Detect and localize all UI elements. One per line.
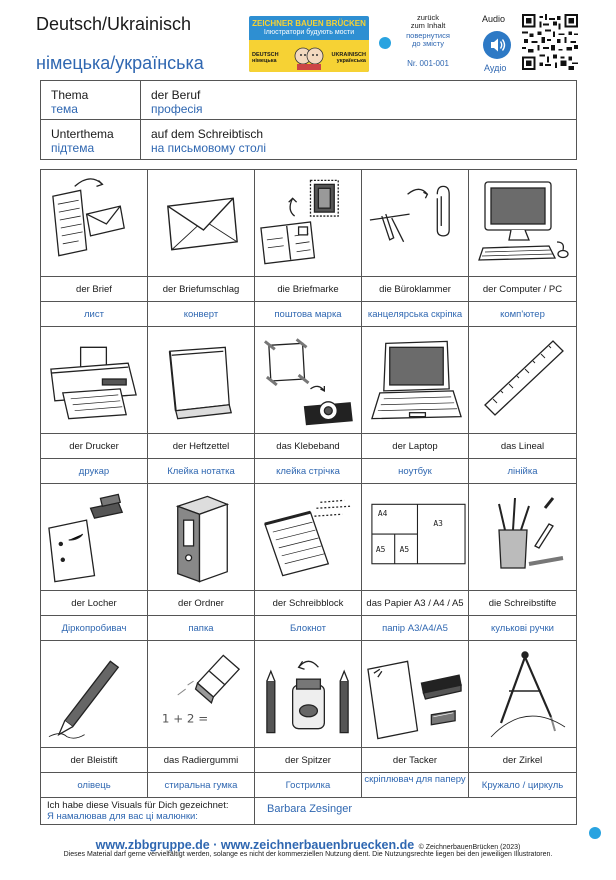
subtheme-label-de: Unterthema: [51, 127, 114, 141]
tape-icon: [255, 327, 361, 433]
word-de: der Laptop: [362, 433, 468, 458]
theme-label-de: Thema: [51, 88, 89, 102]
laptop-icon: [362, 327, 468, 433]
theme-label-cell: [41, 81, 141, 119]
word-ua: конверт: [148, 301, 254, 326]
word-de: der Computer / PC: [469, 276, 576, 301]
page-title-de: Deutsch/Ukrainisch: [36, 14, 192, 34]
logo-right-de: UKRAINISCH: [331, 52, 366, 58]
word-de: der Heftzettel: [148, 433, 254, 458]
word-de: das Papier A3 / A4 / A5: [362, 590, 468, 615]
vocab-card-briefmarke[interactable]: [255, 170, 362, 326]
stamp-icon: [255, 170, 361, 276]
side-date-ua: [593, 793, 616, 807]
word-de: das Lineal: [469, 433, 576, 458]
vocab-card-computer[interactable]: [469, 170, 576, 326]
subtheme-value-cell: [141, 120, 576, 159]
word-ua: друкар: [41, 458, 147, 483]
vocab-card-schreibstifte[interactable]: [469, 484, 576, 640]
word-ua: стиральна гумка: [148, 772, 254, 797]
logo-title: ZEICHNER BAUEN BRÜCKEN: [252, 19, 366, 28]
audio-button[interactable]: [483, 31, 511, 59]
vocab-card-ordner[interactable]: [148, 484, 255, 640]
vocab-card-spitzer[interactable]: [255, 641, 362, 797]
vocab-card-bleistift[interactable]: [41, 641, 148, 797]
vocab-row: [41, 326, 576, 483]
vocab-card-briefumschlag[interactable]: [148, 170, 255, 326]
footer-note: Dieses Material darf gerne vervielfältigt werden, solange es nicht der kommerziellen Nutzung dient. Die Nutzungsrechte liegen bei den jeweiligen Illustratoren.: [63, 851, 553, 858]
word-ua: лист: [41, 301, 147, 326]
subtheme-row: [41, 120, 576, 159]
paper-sizes-icon: [362, 484, 468, 590]
word-de: der Brief: [41, 276, 147, 301]
back-label-de-2: zum Inhalt: [410, 21, 446, 30]
vocab-card-schreibblock[interactable]: [255, 484, 362, 640]
word-ua: Клейка нотатка: [148, 458, 254, 483]
credit-label-de: Ich habe diese Visuals für Dich gezeichnet:: [47, 800, 229, 811]
vocab-row: [41, 483, 576, 640]
letter-icon: [41, 170, 147, 276]
back-dot-icon[interactable]: [379, 37, 391, 49]
subtheme-label-ua: підтема: [51, 141, 95, 155]
vocab-card-heftzettel[interactable]: [148, 327, 255, 483]
credit-label-cell: [41, 798, 255, 824]
vocab-card-laptop[interactable]: [362, 327, 469, 483]
printer-icon: [41, 327, 147, 433]
vocab-card-papier[interactable]: [362, 484, 469, 640]
back-to-contents-link[interactable]: [400, 14, 456, 68]
topic-table: [40, 80, 577, 160]
theme-label-ua: тема: [51, 102, 78, 116]
compass-icon: [469, 641, 576, 747]
vocab-card-tacker[interactable]: [362, 641, 469, 797]
svg-text:A3: A3: [433, 519, 443, 529]
word-ua: папка: [148, 615, 254, 640]
word-de: der Drucker: [41, 433, 147, 458]
word-de: der Schreibblock: [255, 590, 361, 615]
word-ua: комп'ютер: [469, 301, 576, 326]
svg-text:1 + 2 =: 1 + 2 =: [161, 711, 209, 726]
pencil-icon: [41, 641, 147, 747]
word-de: der Bleistift: [41, 747, 147, 772]
svg-text:A4: A4: [377, 509, 388, 519]
eraser-icon: [148, 641, 254, 747]
back-label-ua-2: до змісту: [412, 39, 444, 48]
logo-left-de: DEUTSCH: [252, 52, 279, 58]
word-ua: Кружало / циркуль: [469, 772, 576, 797]
illustrator-name: Barbara Zesinger: [267, 803, 352, 815]
logo-right-ua: українська: [336, 58, 366, 64]
word-de: der Spitzer: [255, 747, 361, 772]
theme-de: der Beruf: [151, 88, 201, 102]
vocab-card-lineal[interactable]: [469, 327, 576, 483]
word-de: der Tacker: [362, 747, 468, 772]
credit-label-ua: Я намалював для вас ці малюнки:: [47, 811, 198, 822]
subtheme-de: auf dem Schreibtisch: [151, 127, 264, 141]
subtheme-ua: на письмовому столі: [151, 141, 267, 155]
vocab-card-radiergummi[interactable]: [148, 641, 255, 797]
binder-icon: [148, 484, 254, 590]
logo-left-ua: німецька: [252, 58, 277, 64]
back-label-ua-1: повернутися: [406, 31, 450, 40]
word-ua: ноутбук: [362, 458, 468, 483]
word-ua: канцелярська скріпка: [362, 301, 468, 326]
hole-punch-icon: [41, 484, 147, 590]
credit-row: [41, 797, 576, 824]
stapler-icon: [362, 641, 468, 747]
word-de: das Radiergummi: [148, 747, 254, 772]
svg-text:A5: A5: [375, 544, 386, 554]
subtheme-label-cell: [41, 120, 141, 159]
vocab-card-zirkel[interactable]: [469, 641, 576, 797]
word-ua: папір A3/A4/A5: [362, 615, 468, 640]
audio-label-de: Audio: [482, 14, 506, 24]
notepad-icon: [255, 484, 361, 590]
word-ua: лінійка: [469, 458, 576, 483]
word-ua: поштова марка: [255, 301, 361, 326]
theme-row: [41, 81, 576, 120]
vocabulary-grid: [40, 169, 577, 825]
audio-label-ua: Аудіо: [484, 63, 507, 73]
word-ua: Блокнот: [255, 615, 361, 640]
word-de: die Schreibstifte: [469, 590, 576, 615]
word-de: die Briefmarke: [255, 276, 361, 301]
page-title-ua: німецька/українська: [36, 53, 204, 73]
word-ua: клейка стрічка: [255, 458, 361, 483]
back-label-de-1: zurück: [416, 13, 440, 22]
word-ua: кулькові ручки: [469, 615, 576, 640]
word-de: die Büroklammer: [362, 276, 468, 301]
vocab-card-brief[interactable]: [41, 170, 148, 326]
logo-left: [252, 52, 279, 64]
theme-ua: професія: [151, 102, 203, 116]
word-ua: олівець: [41, 772, 147, 797]
vocab-row: [41, 169, 576, 326]
speaker-icon: [483, 31, 511, 59]
word-ua: Діркопробивач: [41, 615, 147, 640]
zbb-logo[interactable]: [249, 16, 369, 72]
pens-icon: [469, 484, 576, 590]
computer-icon: [469, 170, 576, 276]
ruler-icon: [469, 327, 576, 433]
vocab-card-bueroklammer[interactable]: [362, 170, 469, 326]
sharpener-icon: [255, 641, 361, 747]
logo-faces-icon: [293, 44, 325, 70]
side-date-stamp: [586, 504, 600, 814]
envelope-icon: [148, 170, 254, 276]
qr-code-icon[interactable]: [522, 14, 578, 70]
word-ua: скріплювач для паперу: [362, 772, 468, 797]
word-de: der Briefumschlag: [148, 276, 254, 301]
footer-urls[interactable]: www.zbbgruppe.de · www.zeichnerbauenbruecken.de: [95, 838, 415, 852]
vocab-row: [41, 640, 576, 797]
word-de: das Klebeband: [255, 433, 361, 458]
vocab-card-klebeband[interactable]: [255, 327, 362, 483]
vocab-card-locher[interactable]: [41, 484, 148, 640]
theme-value-cell: [141, 81, 576, 119]
word-de: der Locher: [41, 590, 147, 615]
svg-text:A5: A5: [399, 544, 410, 554]
word-de: der Ordner: [148, 590, 254, 615]
logo-subtitle: Ілюстратори будують мости: [263, 29, 355, 36]
word-de: der Zirkel: [469, 747, 576, 772]
sticky-note-icon: [148, 327, 254, 433]
page-number-code: Nr. 001-001: [407, 59, 449, 68]
paperclip-icon: [362, 170, 468, 276]
vocab-card-drucker[interactable]: [41, 327, 148, 483]
footer-copyright: © ZeichnerbauenBrücken (2023): [418, 844, 521, 851]
word-ua: Гострилка: [255, 772, 361, 797]
logo-right: [331, 52, 366, 64]
